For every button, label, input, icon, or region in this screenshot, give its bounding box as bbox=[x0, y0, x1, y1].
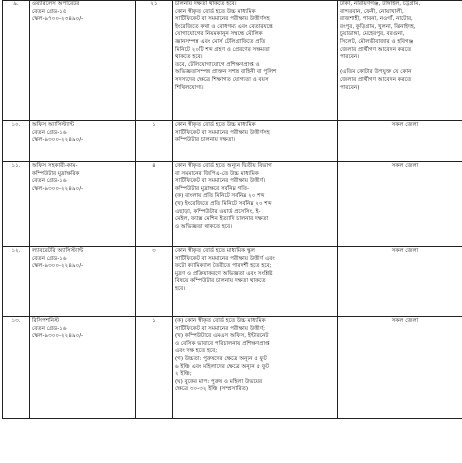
qualification-cell-line: ২ ইঞ্চি; bbox=[175, 371, 192, 378]
qualification-cell-line: তবে, টেলিযোগাযোগে প্রশিক্ষণপ্রাপ্ত ও bbox=[175, 61, 260, 68]
qualification-cell-line: শিথিলযোগ্য। bbox=[175, 84, 204, 91]
post-name-cell-line: অফিস সহকারী-কাম- bbox=[32, 163, 78, 169]
post-count-cell bbox=[136, 1, 173, 121]
table-row bbox=[3, 1, 462, 121]
post-name-cell-line: কম্পিউটার মুদ্রাক্ষরিক bbox=[32, 170, 80, 177]
post-count-cell-text: ১ bbox=[152, 318, 156, 324]
recruitment-table-page bbox=[2, 0, 459, 463]
serial-number-cell-text: ১১. bbox=[11, 163, 21, 169]
qualification-cell-line: সদস্যদের ক্ষেত্রে শিক্ষাগত যোগ্যতা ও বয়স bbox=[175, 76, 269, 83]
district-cell-line: সকল জেলা bbox=[391, 122, 419, 128]
post-name-cell-line: বেতন গ্রেড-১৬ bbox=[32, 178, 67, 185]
serial-number-cell bbox=[3, 317, 30, 419]
qualification-cell-line: ফটো ক্যামিক্যাল তৈরীতে পারদর্শী হতে হবে; bbox=[175, 263, 272, 270]
district-cell-line: সিলেট, মৌলভীবাজার ও হবিগঞ্জ bbox=[340, 38, 414, 45]
post-count-cell bbox=[136, 247, 173, 317]
post-name-cell bbox=[30, 247, 136, 317]
post-name-cell-line: বেতন গ্রেড-১৬ bbox=[32, 255, 67, 262]
qualification-cell-line: ক্ষেত্রে ৩০-৩২ ইঞ্চি (সম্প্রসারিত) bbox=[175, 386, 249, 393]
district-cell-line: সকল জেলা bbox=[391, 318, 419, 324]
district-cell bbox=[338, 247, 462, 317]
district-cell-line: বান্দরবান, ফেনী, নোয়াখালী, bbox=[340, 8, 404, 15]
qualification-cell-line: যোগাযোগের নিয়মকানুন সম্বন্ধে মৌলিক bbox=[175, 31, 263, 38]
serial-number-cell bbox=[3, 247, 30, 317]
qualification-cell-line: ৬ ইঞ্চি এবং মহিলাদের ক্ষেত্রে অন্যূন ৫ ফুট bbox=[175, 363, 270, 370]
district-cell-line: পারবেন। bbox=[340, 54, 360, 61]
qualification-cell-line: কোন স্বীকৃত বোর্ড হতে মাধ্যমিক স্কুল bbox=[175, 248, 255, 254]
post-count-cell-text: ২১ bbox=[150, 1, 158, 7]
table-row bbox=[3, 317, 462, 419]
qualification-cell-line: মিনিটে ২০টি শব্দ গ্রহণ ও প্রেরণের সক্ষমতা bbox=[175, 46, 270, 53]
post-name-cell-line: স্কেল-৯৩০০-২২৪৯০/- bbox=[32, 185, 84, 192]
district-cell bbox=[338, 1, 462, 121]
post-name-cell bbox=[30, 121, 136, 162]
qualification-cell-line: এছাড়া, কম্পিউটার ওয়ার্ড প্রসেসিং, ই- bbox=[175, 208, 261, 215]
district-cell bbox=[338, 317, 462, 419]
district-cell-line: জেলার প্রার্থীগণ আবেদন করতে bbox=[340, 76, 412, 83]
qualification-cell-line: সার্টিফিকেট বা সমমানের পরীক্ষায় উত্তীর্ণসহ bbox=[175, 129, 270, 136]
qualification-cell-line: সার্টিফিকেট বা সমমানের পরীক্ষায় উত্তীর্ণসহ bbox=[175, 16, 270, 23]
qualification-cell-line: (ক) বাংলায় প্রতি মিনিটে সর্বনিম্ন ২০ শব্দ bbox=[175, 193, 265, 200]
post-name-cell-line: রিসিপশনিস্ট bbox=[32, 318, 60, 324]
table-row bbox=[3, 162, 462, 247]
table-row bbox=[3, 247, 462, 317]
qualification-cell-line: (ক) কোন স্বীকৃত বোর্ড হতে উচ্চ মাধ্যমিক bbox=[175, 318, 266, 324]
post-name-cell bbox=[30, 1, 136, 121]
post-name-cell-line: ল্যাবরেটরি অ্যাসিস্ট্যান্ট bbox=[32, 248, 84, 254]
qualification-cell-line: ও বেসিক ভাবাবে পরিচালনায় প্রশিক্ষণপ্রাপ্ত bbox=[175, 340, 270, 347]
qualification-cell-line: ইংরেজিতে কথা ও বোধগম্য এবং বেতারযন্ত্রে bbox=[175, 23, 273, 30]
post-name-cell-line: বেতন গ্রেড-১৬ bbox=[32, 129, 67, 136]
qualification-cell-line: সার্টিফিকেট বা সমমানের পরীক্ষায় উত্তীর্ণ এবং bbox=[175, 255, 275, 262]
district-cell bbox=[338, 162, 462, 247]
post-name-cell-line: ওয়্যারলেস অপারেটর bbox=[32, 1, 80, 7]
qualification-cell bbox=[173, 247, 338, 317]
post-count-cell-text: ৪ bbox=[152, 163, 156, 169]
qualification-cell-line: কোন স্বীকৃত বোর্ড হতে উচ্চ মাধ্যমিক bbox=[175, 8, 256, 15]
qualification-cell-line: কম্পিউটার চালনায় দক্ষতা। bbox=[175, 137, 236, 144]
qualification-cell-line: কোন স্বীকৃত বোর্ড হতে অন্যূন দ্বিতীয় বিভাগ bbox=[175, 163, 272, 169]
post-count-cell-text: ৩ bbox=[152, 248, 156, 254]
serial-number-cell-text: ৯. bbox=[13, 1, 19, 7]
district-cell-line: পারবেন) bbox=[340, 84, 360, 91]
district-cell-line: রংপুর, কুড়িগ্রাম, খুলনা, ঝিনাইদহ, bbox=[340, 23, 416, 30]
district-cell bbox=[338, 121, 462, 162]
post-name-cell-line: স্কেল-৯৩০০-২২৪৯০/- bbox=[32, 263, 84, 270]
post-name-cell bbox=[30, 162, 136, 247]
district-cell-line: সকল জেলা bbox=[391, 248, 419, 254]
serial-number-cell bbox=[3, 1, 30, 121]
qualification-cell-line: অভিজ্ঞতাসম্পন্ন প্রাক্তন সশস্ত্র বাহিনী বা পুলিশ bbox=[175, 69, 277, 76]
qualification-cell-line: (খ) ইংরেজিতে প্রতি মিনিটে সর্বনিম্ন ২০ শব্দ bbox=[175, 200, 272, 207]
qualification-cell-line: সার্টিফিকেট বা সমমানের পরীক্ষায় উত্তীর্ণ। bbox=[175, 178, 266, 185]
qualification-cell-line: জ্ঞানসম্পন্ন এবং মোর্স টেলিগ্রাফিতে প্রতি bbox=[175, 38, 266, 45]
qualification-cell-line: চালনায় দক্ষতা থাকতে হবে। bbox=[175, 1, 237, 7]
serial-number-cell bbox=[3, 162, 30, 247]
serial-number-cell-text: ১৩. bbox=[11, 318, 21, 324]
qualification-cell bbox=[173, 162, 338, 247]
district-cell-line: সকল জেলা bbox=[391, 163, 419, 169]
qualification-cell-line: (গ) উচ্চতা: পুরুষদের ক্ষেত্রে অন্যূন ৫ ফুট bbox=[175, 355, 267, 362]
qualification-cell-line: থাকতে হবে। bbox=[175, 54, 203, 61]
post-name-cell-line: স্কেল-৯৩০০-২২৪৯০/- bbox=[32, 137, 84, 144]
qualification-cell-line: মেইল, ফ্যাক্স মেশিন ইত্যাদি চালনার দক্ষতা bbox=[175, 216, 269, 223]
table-row bbox=[3, 121, 462, 162]
qualification-cell-line: (খ) কম্পিউটারে এমএস অফিস, ইন্টারনেট bbox=[175, 333, 269, 340]
qualification-cell-line: কোন স্বীকৃত বোর্ড হতে উচ্চ মাধ্যমিক bbox=[175, 122, 256, 128]
post-count-cell bbox=[136, 317, 173, 419]
post-count-cell bbox=[136, 121, 173, 162]
post-name-cell-line: স্কেল-৯৩০০-২২৪৯০/- bbox=[32, 333, 84, 340]
district-cell-line: ঢাকা, নারায়ণগঞ্জ, টাঙ্গাইল, চট্টগ্রাম, bbox=[340, 1, 421, 7]
post-count-cell-text: ১ bbox=[152, 122, 156, 128]
serial-number-cell-text: ১২. bbox=[11, 248, 21, 254]
qualification-cell bbox=[173, 317, 338, 419]
post-name-cell-line: স্কেল-৯৭০০-২৩৪৯০/- bbox=[32, 16, 84, 23]
qualification-cell bbox=[173, 121, 338, 162]
qualification-cell-line: বিষয়ে কম্পিউটার চালনায় দক্ষতা থাকতে bbox=[175, 278, 266, 285]
post-name-cell-line: বেতন গ্রেড-১৫ bbox=[32, 8, 67, 15]
recruitment-table bbox=[2, 0, 462, 419]
qualification-cell-line: (ঘ) বুকের মাপ: পুরুষ ও মহিলা উভয়ের bbox=[175, 378, 263, 385]
table-body bbox=[3, 1, 462, 419]
qualification-cell-line: কম্পিউটার মুদ্রাক্ষরে সর্বনিম্ন গতি- bbox=[175, 185, 250, 192]
district-cell-line: রাজশাহী, পাবনা, নওগাঁ, নাটোর, bbox=[340, 16, 413, 23]
qualification-cell-line: সার্টিফিকেট বা সমমানের পরীক্ষায় উত্তীর্ণ; bbox=[175, 325, 266, 332]
district-cell-line: জেলার প্রার্থীগণ আবেদন করতে bbox=[340, 46, 412, 53]
post-count-cell bbox=[136, 162, 173, 247]
serial-number-cell bbox=[3, 121, 30, 162]
post-name-cell-line: বেতন গ্রেড-১৬ bbox=[32, 325, 67, 332]
qualification-cell-line: এবং দক্ষ হতে হবে; bbox=[175, 348, 218, 355]
district-cell-line: চুয়াডাঙ্গা, মেহেরপুর, বরগুনা, bbox=[340, 31, 405, 38]
district-cell-line: (এতিম কোটার উপযুক্ত যে কোন bbox=[340, 69, 412, 76]
post-name-cell-line: অফিস অ্যাসিস্ট্যান্ট bbox=[32, 122, 75, 128]
qualification-cell-line: বা সমমানের জিপিএ-তে উচ্চ মাধ্যমিক bbox=[175, 170, 259, 177]
qualification-cell-line: ও অভিজ্ঞতা থাকতে হবে। bbox=[175, 223, 233, 230]
qualification-cell-line: মুদ্রণ ও প্রক্রিয়াকরণে অভিজ্ঞতা এবং সংশ্লিষ্ট bbox=[175, 270, 273, 277]
qualification-cell bbox=[173, 1, 338, 121]
post-name-cell bbox=[30, 317, 136, 419]
qualification-cell-line: হবে। bbox=[175, 285, 186, 292]
serial-number-cell-text: ১০. bbox=[11, 122, 21, 128]
